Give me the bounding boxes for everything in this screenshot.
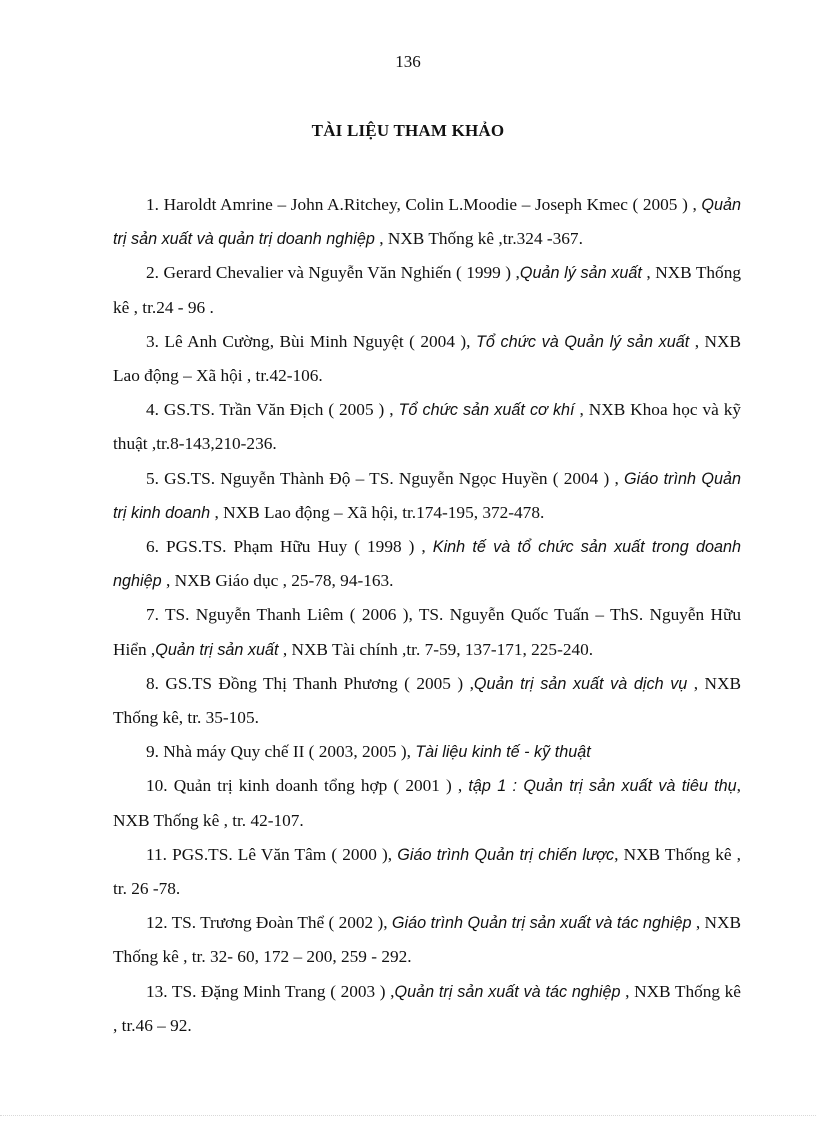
- reference-item: [113, 598, 741, 666]
- reference-item: [113, 667, 741, 735]
- reference-item: [113, 256, 741, 324]
- reference-item: [113, 838, 741, 906]
- reference-item: [113, 462, 741, 530]
- reference-title: Tài liệu kinh tế - kỹ thuật: [415, 743, 591, 762]
- reference-text: 4. GS.TS. Trần Văn Địch ( 2005 ) ,: [146, 400, 399, 420]
- reference-title: Quản lý sản xuất: [519, 264, 642, 283]
- reference-publisher: , NXB Lao động – Xã hội, tr.174-195, 372-478.: [210, 502, 545, 522]
- reference-item: [113, 393, 741, 461]
- reference-text: 12. TS. Trương Đoàn Thể ( 2002 ),: [146, 913, 392, 933]
- reference-title: Quản trị sản xuất: [155, 640, 279, 659]
- reference-item: [113, 325, 741, 393]
- reference-title: Tổ chức sản xuất cơ khí: [398, 401, 575, 420]
- reference-text: 9. Nhà máy Quy chế II ( 2003, 2005 ),: [146, 742, 416, 762]
- reference-title: Quản trị sản xuất và quản trị doanh nghiệp: [113, 196, 741, 249]
- reference-publisher: , NXB Thống kê , tr. 32- 60, 172 – 200, 259 - 292.: [113, 913, 742, 967]
- reference-text: 8. GS.TS Đồng Thị Thanh Phương ( 2005 ) ,: [146, 673, 474, 693]
- reference-text: 7. TS. Nguyễn Thanh Liêm ( 2006 ), TS. Nguyễn Quốc Tuấn – ThS. Nguyễn Hữu Hiển ,: [113, 605, 741, 659]
- reference-publisher: , NXB Thống kê , tr. 42-107.: [113, 776, 741, 830]
- page-bottom-divider: [0, 1115, 816, 1116]
- reference-item: [113, 735, 741, 769]
- reference-title: Kinh tế và tổ chức sản xuất trong doanh nghiệp: [113, 538, 742, 591]
- reference-text: 13. TS. Đặng Minh Trang ( 2003 ) ,: [146, 981, 395, 1001]
- reference-title: Quản trị sản xuất và dịch vụ: [473, 674, 688, 693]
- page-title: TÀI LIỆU THAM KHẢO: [311, 121, 505, 140]
- reference-title: Giáo trình Quản trị sản xuất và tác nghiệp: [391, 914, 692, 933]
- reference-title: Quản trị sản xuất và tác nghiệp: [394, 982, 621, 1001]
- reference-item: [113, 769, 741, 837]
- reference-text: 1. Haroldt Amrine – John A.Ritchey, Colin L.Moodie – Joseph Kmec ( 2005 ) ,: [146, 195, 702, 214]
- reference-text: 3. Lê Anh Cường, Bùi Minh Nguyệt ( 2004 ),: [146, 331, 476, 351]
- reference-text: 5. GS.TS. Nguyễn Thành Độ – TS. Nguyễn Ngọc Huyền ( 2004 ) ,: [146, 468, 625, 488]
- reference-text: 6. PGS.TS. Phạm Hữu Huy ( 1998 ) ,: [146, 537, 433, 557]
- reference-publisher: , NXB Thống kê , tr. 26 -78.: [113, 844, 741, 899]
- reference-publisher: , NXB Thống kê ,tr.324 -367.: [374, 229, 583, 249]
- reference-item: [113, 530, 741, 598]
- reference-text: 10. Quản trị kinh doanh tổng hợp ( 2001 ) ,: [146, 776, 469, 796]
- reference-publisher: , NXB Tài chính ,tr. 7-59, 137-171, 225-240.: [278, 639, 594, 659]
- reference-title: Giáo trình Quản trị chiến lược: [397, 845, 615, 864]
- reference-publisher: , NXB Thống kê, tr. 35-105.: [113, 673, 742, 728]
- reference-publisher: , NXB Giáo dục , 25-78, 94-163.: [161, 571, 394, 591]
- reference-publisher: , NXB Thống kê , tr.46 – 92.: [113, 981, 741, 1035]
- reference-text: 2. Gerard Chevalier và Nguyễn Văn Nghiến ( 1999 ) ,: [146, 263, 520, 283]
- reference-publisher: , NXB Thống kê , tr.24 - 96 .: [113, 263, 741, 317]
- reference-item: [113, 906, 741, 974]
- reference-list: [113, 188, 741, 1043]
- reference-title: tập 1 : Quản trị sản xuất và tiêu thụ: [468, 777, 737, 796]
- reference-title: Tổ chức và Quản lý sản xuất: [475, 332, 690, 351]
- reference-publisher: , NXB Lao động – Xã hội , tr.42-106.: [113, 331, 741, 386]
- reference-item: [113, 975, 741, 1043]
- reference-text: 11. PGS.TS. Lê Văn Tâm ( 2000 ),: [146, 844, 398, 864]
- reference-item: [113, 188, 741, 256]
- page-number: 136: [395, 52, 421, 71]
- reference-title: Giáo trình Quản trị kinh doanh: [113, 469, 741, 522]
- reference-publisher: , NXB Khoa học và kỹ thuật ,tr.8-143,210-236.: [113, 400, 741, 454]
